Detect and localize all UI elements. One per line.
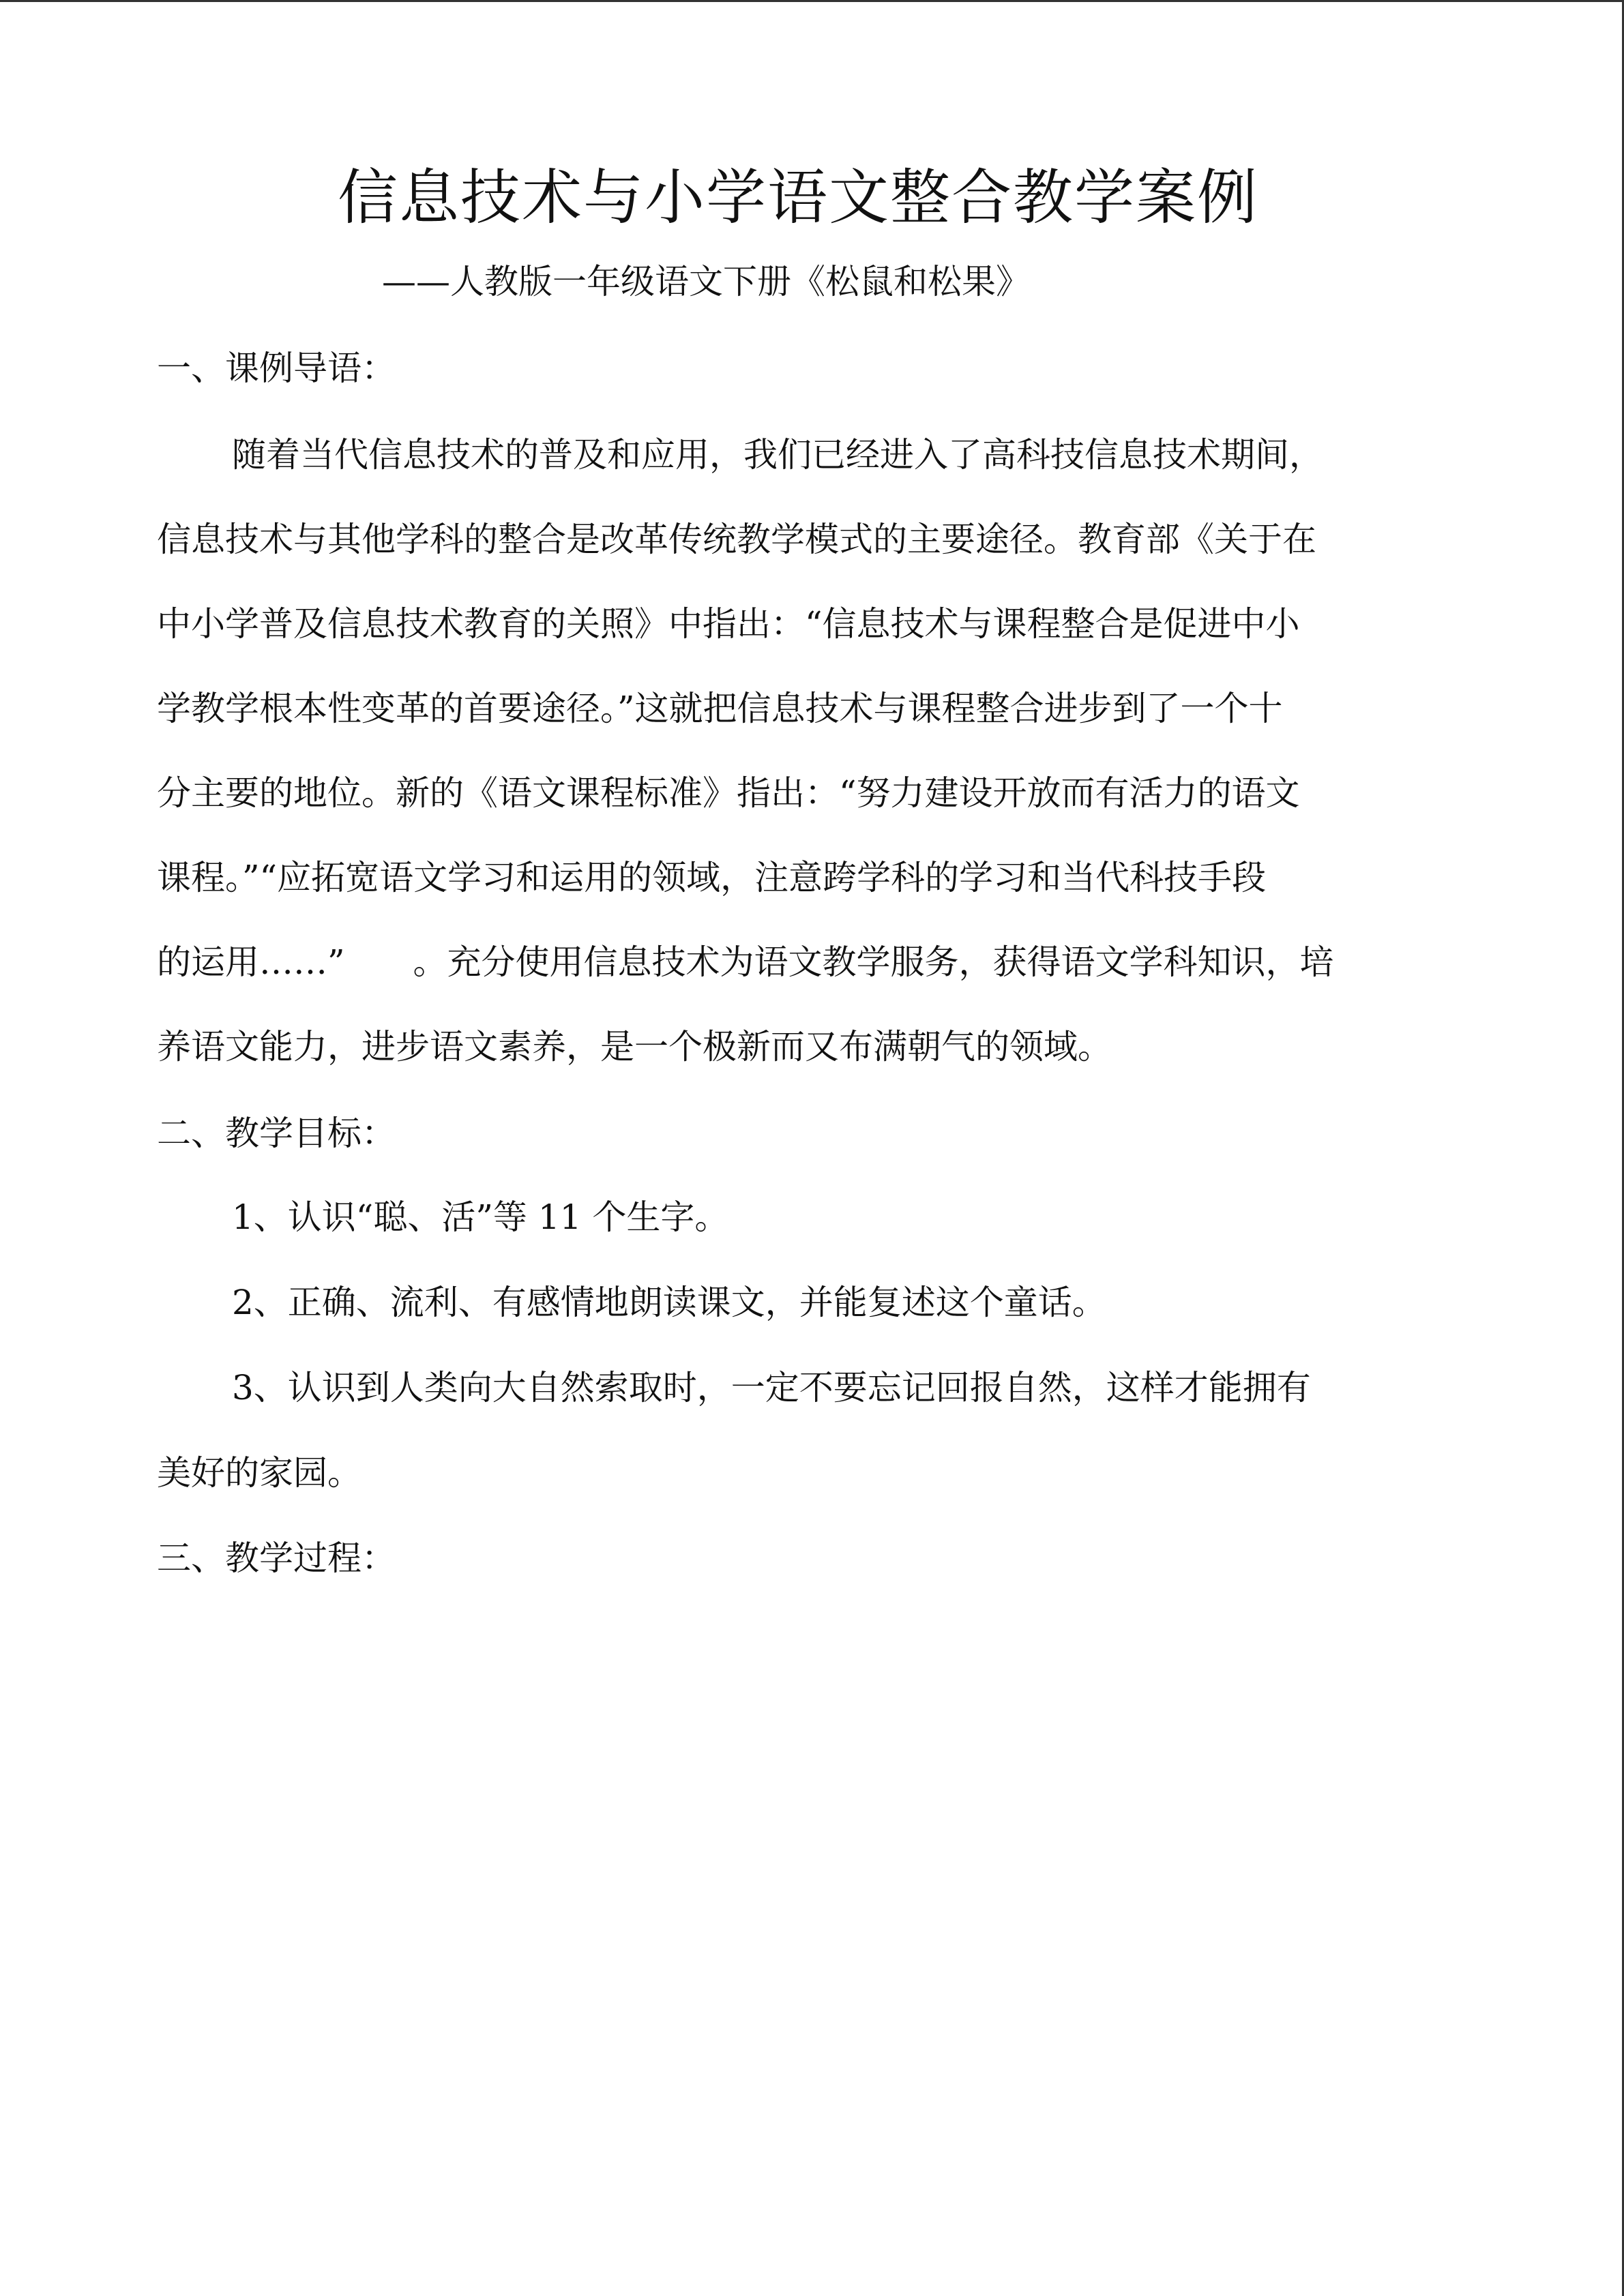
document-subtitle: ——人教版一年级语文下册《松鼠和松果》 xyxy=(382,262,1030,301)
intro-line: 养语文能力，进步语文素养，是一个极新而又布满朝气的领域。 xyxy=(157,1027,1112,1067)
intro-line: 的运用……” 。充分使用信息技术为语文教学服务，获得语文学科知识，培 xyxy=(157,942,1334,982)
intro-line: 中小学普及信息技术教育的关照》中指出：“信息技术与课程整合是促进中小 xyxy=(157,604,1300,644)
objective-item-2: 2、正确、流利、有感情地朗读课文，并能复述这个童话。 xyxy=(232,1283,1106,1322)
intro-line: 信息技术与其他学科的整合是改革传统教学模式的主要途径。教育部《关于在 xyxy=(157,520,1316,559)
objective-item-3: 3、认识到人类向大自然索取时，一定不要忘记回报自然，这样才能拥有 xyxy=(232,1368,1311,1407)
document-title: 信息技术与小学语文整合教学案例 xyxy=(338,162,1259,233)
intro-line: 课程。”“应拓宽语文学习和运用的领域，注意跨学科的学习和当代科技手段 xyxy=(157,858,1267,897)
intro-paragraph xyxy=(157,413,1473,1089)
intro-line: 分主要的地位。新的《语文课程标准》指出：“努力建设开放而有活力的语文 xyxy=(157,773,1300,813)
intro-line: 随着当代信息技术的普及和应用，我们已经进入了高科技信息技术期间， xyxy=(232,435,1323,475)
intro-line: 学教学根本性变革的首要途径。”这就把信息技术与课程整合进步到了一个十 xyxy=(157,689,1283,728)
section-heading-objectives: 二、教学目标： xyxy=(157,1114,396,1153)
section-heading-process: 三、教学过程： xyxy=(157,1538,396,1578)
section-heading-intro: 一、课例导语： xyxy=(157,348,396,388)
objective-item-1: 1、认识“聪、活”等 11 个生字。 xyxy=(232,1197,729,1237)
objective-item-3-continued: 美好的家园。 xyxy=(157,1453,361,1493)
